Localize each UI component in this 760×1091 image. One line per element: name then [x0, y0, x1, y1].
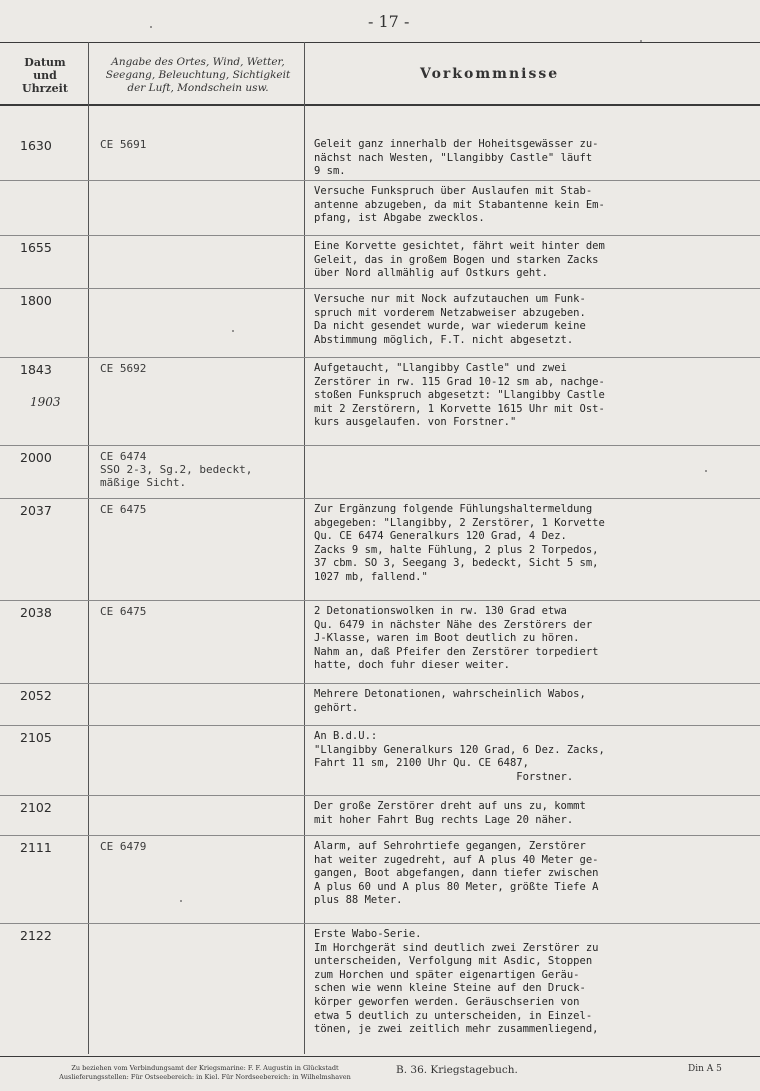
entry-time: 1800 [20, 293, 52, 308]
entry-text: Versuche Funkspruch über Auslaufen mit Stab- antenne abzugeben, da mit Stabantenne kein Em- pfang, ist Abgabe zwecklos. [314, 185, 605, 225]
header-datum-line: Datum [24, 56, 66, 69]
entry-place: CE 6475 [100, 605, 147, 618]
entry-separator [0, 445, 760, 446]
header-ort-line: der Luft, Mondschein usw. [127, 82, 269, 94]
entry-separator [0, 683, 760, 684]
entry-text: Mehrere Detonationen, wahrscheinlich Wabos, gehört. [314, 688, 586, 714]
entry-time: 2105 [20, 730, 52, 745]
entry-separator [0, 235, 760, 236]
entry-time: 2102 [20, 800, 52, 815]
entry-text: Der große Zerstörer dreht auf uns zu, kommt mit hoher Fahrt Bug rechts Lage 20 näher. [314, 800, 586, 826]
header-bottom-rule [0, 104, 760, 106]
entry-time: 2000 [20, 450, 52, 465]
column-divider-2 [304, 42, 305, 1054]
entry-text: Erste Wabo-Serie. Im Horchgerät sind deutlich zwei Zerstörer zu unterscheiden, Verfolgung mit Asdic, Stoppen zum Horchen und später eigenartigen Geräu- schen wie wenn kleine Steine auf den Druck- körper geworfen werden. Geräuschserien von etwa 5 deutlich zu unterscheiden, in Einzel- tönen, je zwei zeitlich mehr zusammenliegend, [314, 928, 599, 1036]
page-number: - 17 - [368, 12, 410, 31]
entry-text: 2 Detonationswolken in rw. 130 Grad etwa Qu. 6479 in nächster Nähe des Zerstörers der J-Klasse, waren im Boot deutlich zu hören. Nahm an, daß Pfeifer den Zerstörer torpediert hatte, doch fuhr dieser weiter. [314, 605, 599, 672]
printer-line: Auslieferungsstellen: Für Ostseebereich: in Kiel. Für Nordseebereich: in Wilhelmshaven [59, 1073, 351, 1081]
entry-time: 1655 [20, 240, 52, 255]
paper-size-code: Din A 5 [688, 1064, 722, 1074]
printer-line: Zu beziehen vom Verbindungsamt der Kriegsmarine: F. F. Augustin in Glückstadt [71, 1064, 339, 1072]
header-datum [10, 56, 80, 95]
entry-time: 2052 [20, 688, 52, 703]
handwritten-note: 1903 [30, 395, 61, 409]
entry-separator [0, 357, 760, 358]
entry-text: An B.d.U.: "Llangibby Generalkurs 120 Grad, 6 Dez. Zacks, Fahrt 11 sm, 2100 Uhr Qu. CE 6487, Forstner. [314, 730, 605, 783]
entry-separator [0, 180, 760, 181]
header-datum-line: und [33, 69, 57, 82]
entry-time: 2038 [20, 605, 52, 620]
paper-speck [705, 470, 707, 472]
header-datum-line: Uhrzeit [22, 82, 68, 95]
header-ort-line: Seegang, Beleuchtung, Sichtigkeit [105, 69, 291, 81]
paper-speck [150, 26, 152, 28]
paper-speck [640, 40, 642, 42]
entry-text: Versuche nur mit Nock aufzutauchen um Funk- spruch mit vorderem Netzabweiser abzugeben. Da nicht gesendet wurde, war wiederum keine Abstimmung möglich, F.T. nicht abgesetzt. [314, 293, 586, 346]
entry-time: 1630 [20, 138, 52, 153]
entry-text: Zur Ergänzung folgende Fühlungshaltermeldung abgegeben: "Llangibby, 2 Zerstörer, 1 Korvette Qu. CE 6474 Generalkurs 120 Grad, 4 Dez. Zacks 9 sm, halte Fühlung, 2 plus 2 Torpedos, 37 cbm. SO 3, Seegang 3, bedeckt, Sicht 5 sm, 1027 mb, fallend." [314, 503, 605, 583]
entry-place: CE 6475 [100, 503, 147, 516]
entry-separator [0, 600, 760, 601]
entry-separator [0, 498, 760, 499]
header-ort-line: Angabe des Ortes, Wind, Wetter, [111, 56, 285, 68]
header-vorkommnisse: Vorkommnisse [420, 66, 560, 82]
entry-text: Eine Korvette gesichtet, fährt weit hinter dem Geleit, das in großem Bogen und starken Zacks über Nord allmählig auf Ostkurs geht. [314, 240, 605, 280]
entry-time: 2111 [20, 840, 52, 855]
entry-time: 1843 [20, 362, 52, 377]
entry-separator [0, 835, 760, 836]
entry-place: CE 5692 [100, 362, 147, 375]
printer-note [30, 1064, 380, 1082]
entry-text: Aufgetaucht, "Llangibby Castle" und zwei Zerstörer in rw. 115 Grad 10-12 sm ab, nachge- stoßen Funkspruch abgesetzt: "Llangibby Castle mit 2 Zerstörern, 1 Korvette 1615 Uhr mit Ost- kurs ausgelaufen. von Forstner." [314, 362, 605, 429]
paper-speck [232, 330, 234, 332]
footer-rule [0, 1056, 760, 1057]
entry-place: CE 6474 SSO 2-3, Sg.2, bedeckt, mäßige Sicht. [100, 450, 253, 489]
entry-separator [0, 725, 760, 726]
entry-separator [0, 288, 760, 289]
header-ort [92, 56, 304, 95]
header-top-rule [0, 42, 760, 43]
entry-time: 2122 [20, 928, 52, 943]
entry-separator [0, 923, 760, 924]
entry-text: Geleit ganz innerhalb der Hoheitsgewässer zu- nächst nach Westen, "Llangibby Castle" läuft 9 sm. [314, 138, 599, 178]
entry-time: 2037 [20, 503, 52, 518]
entry-place: CE 6479 [100, 840, 147, 853]
entry-place: CE 5691 [100, 138, 147, 151]
column-divider-1 [88, 42, 89, 1054]
form-number: B. 36. Kriegstagebuch. [396, 1064, 518, 1076]
paper-speck [180, 900, 182, 902]
entry-text: Alarm, auf Sehrohrtiefe gegangen, Zerstörer hat weiter zugedreht, auf A plus 40 Meter ge- gangen, Boot abgefangen, dann tiefer zwischen A plus 60 und A plus 80 Meter, größte Tiefe A plus 88 Meter. [314, 840, 599, 907]
entry-separator [0, 795, 760, 796]
